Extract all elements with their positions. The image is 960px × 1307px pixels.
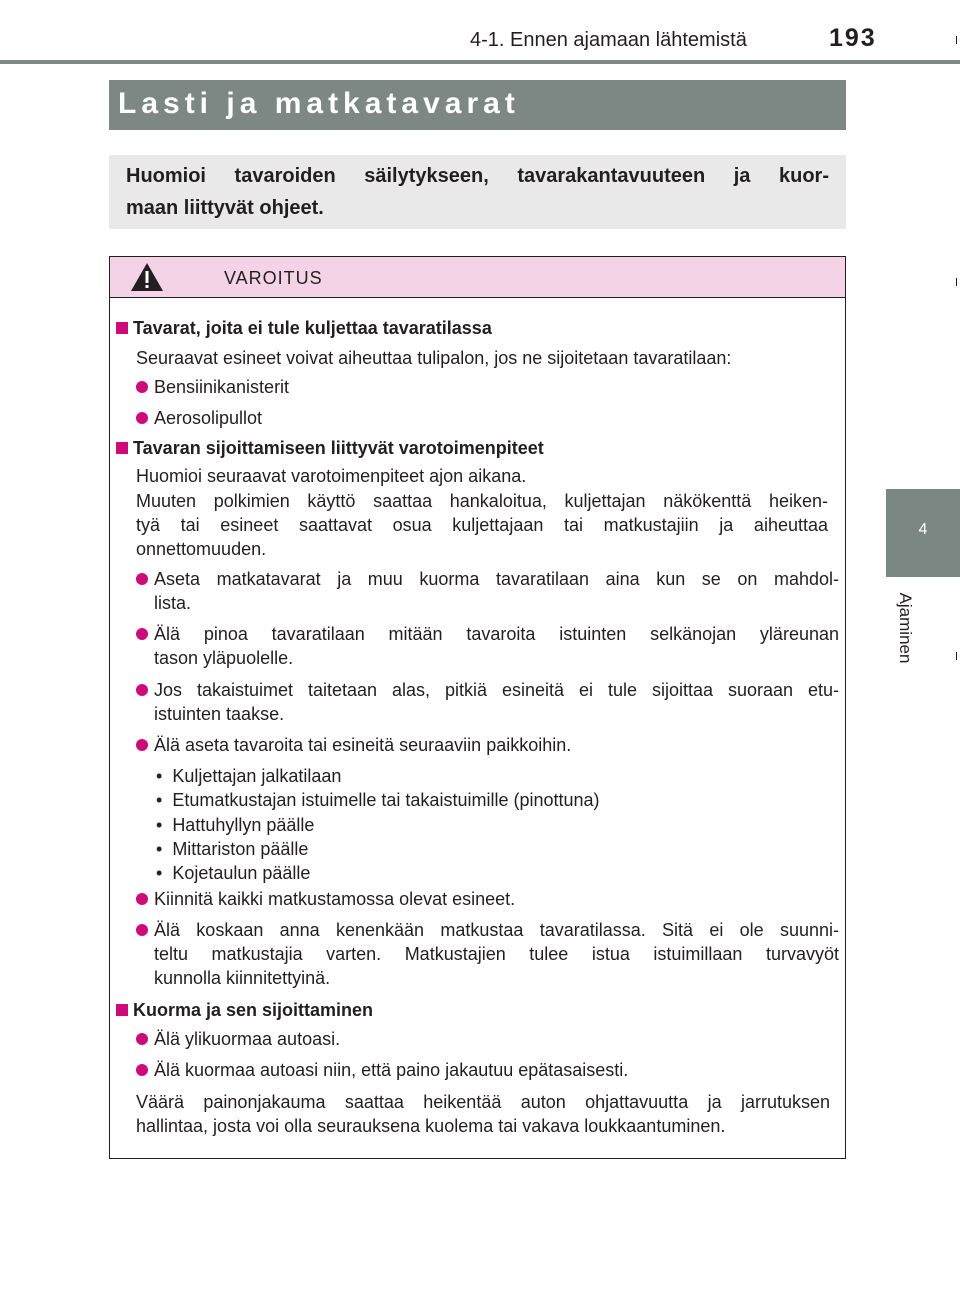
bullet-text: Aseta matkatavarat ja muu kuorma tavaratilaan aina kun se on mahdol- [154, 569, 839, 589]
bullet-text: teltu matkustajia varten. Matkustajien tulee istua istuimillaan turvavyöt [154, 944, 839, 964]
page-number: 193 [829, 24, 877, 52]
intro-box [109, 155, 846, 229]
intro-text [126, 160, 829, 224]
chapter-tab [886, 489, 960, 577]
sub-item: • Kuljettajan jalkatilaan [156, 766, 342, 786]
bullet-icon [136, 628, 148, 640]
chapter-tab-label [892, 588, 918, 678]
warning-header [110, 257, 845, 298]
sub-item: • Kojetaulun päälle [156, 863, 311, 883]
section-title-bar [109, 80, 846, 130]
intro-line: maan liittyvät ohjeet. [126, 197, 324, 219]
warning-title: VAROITUS [224, 268, 323, 288]
bullet-text: lista. [154, 593, 192, 613]
bullet-text: Kiinnitä kaikki matkustamossa olevat esineet. [154, 889, 516, 909]
bullet-icon [136, 381, 148, 393]
warning-box [109, 256, 846, 1159]
body-text: Huomioi seuraavat varotoimenpiteet ajon aikana. [136, 466, 527, 486]
sub-item: • Mittariston päälle [156, 839, 309, 859]
sub-item: • Hattuhyllyn päälle [156, 815, 315, 835]
section-title: Lasti ja matkatavarat [118, 87, 520, 120]
bullet-text: Bensiinikanisterit [154, 377, 290, 397]
chapter-tab-number: 4 [918, 521, 928, 538]
bullet-text: tason yläpuolelle. [154, 648, 294, 668]
body-text: Seuraavat esineet voivat aiheuttaa tulipalon, jos ne sijoitetaan tavaratilaan: [136, 348, 732, 368]
bullet-icon [136, 893, 148, 905]
body-text: hallintaa, josta voi olla seurauksena kuolema tai vakava loukkaantuminen. [136, 1116, 726, 1136]
bullet-text: kunnolla kiinnitettyinä. [154, 968, 331, 988]
body-text: tyä tai esineet saattavat osua kuljettajaan tai matkustajiin ja aiheuttaa [136, 515, 828, 535]
warning-triangle-icon [130, 262, 164, 292]
bullet-text: Älä kuormaa autoasi niin, että paino jakautuu epätasaisesti. [154, 1060, 629, 1080]
bullet-icon [136, 573, 148, 585]
intro-line: Huomioi tavaroiden säilytykseen, tavarakantavuuteen ja kuor- [126, 165, 829, 187]
body-text: onnettomuuden. [136, 539, 267, 559]
square-bullet-icon [116, 322, 128, 334]
section-heading: Tavarat, joita ei tule kuljettaa tavaratilassa [116, 316, 492, 340]
bullet-icon [136, 924, 148, 936]
body-text: Muuten polkimien käyttö saattaa hankaloitua, kuljettajan näkökenttä heiken- [136, 491, 828, 511]
crop-mark [956, 652, 957, 660]
bullet-icon [136, 1033, 148, 1045]
header-rule [0, 60, 960, 64]
bullet-text: Älä koskaan anna kenenkään matkustaa tavaratilassa. Sitä ei ole suunni- [154, 920, 839, 940]
bullet-text: Jos takaistuimet taitetaan alas, pitkiä esineitä ei tule sijoittaa suoraan etu- [154, 680, 839, 700]
bullet-text: Älä ylikuormaa autoasi. [154, 1029, 341, 1049]
chapter-tab-label-text: Ajaminen [896, 592, 915, 664]
bullet-icon [136, 412, 148, 424]
bullet-icon [136, 739, 148, 751]
bullet-icon [136, 1064, 148, 1076]
square-bullet-icon [116, 1004, 128, 1016]
bullet-text: Älä aseta tavaroita tai esineitä seuraaviin paikkoihin. [154, 735, 572, 755]
bullet-text: istuinten taakse. [154, 704, 285, 724]
sub-item: • Etumatkustajan istuimelle tai takaistuimille (pinottuna) [156, 790, 600, 810]
body-text: Väärä painonjakauma saattaa heikentää auton ohjattavuutta ja jarrutuksen [136, 1092, 830, 1112]
bullet-icon [136, 684, 148, 696]
section-heading: Tavaran sijoittamiseen liittyvät varotoimenpiteet [116, 436, 544, 460]
crop-mark [956, 278, 957, 286]
crop-mark [956, 36, 957, 44]
running-header-section: 4-1. Ennen ajamaan lähtemistä [470, 29, 747, 51]
section-heading: Kuorma ja sen sijoittaminen [116, 998, 373, 1022]
bullet-text: Aerosolipullot [154, 408, 263, 428]
square-bullet-icon [116, 442, 128, 454]
bullet-text: Älä pinoa tavaratilaan mitään tavaroita istuinten selkänojan yläreunan [154, 624, 839, 644]
